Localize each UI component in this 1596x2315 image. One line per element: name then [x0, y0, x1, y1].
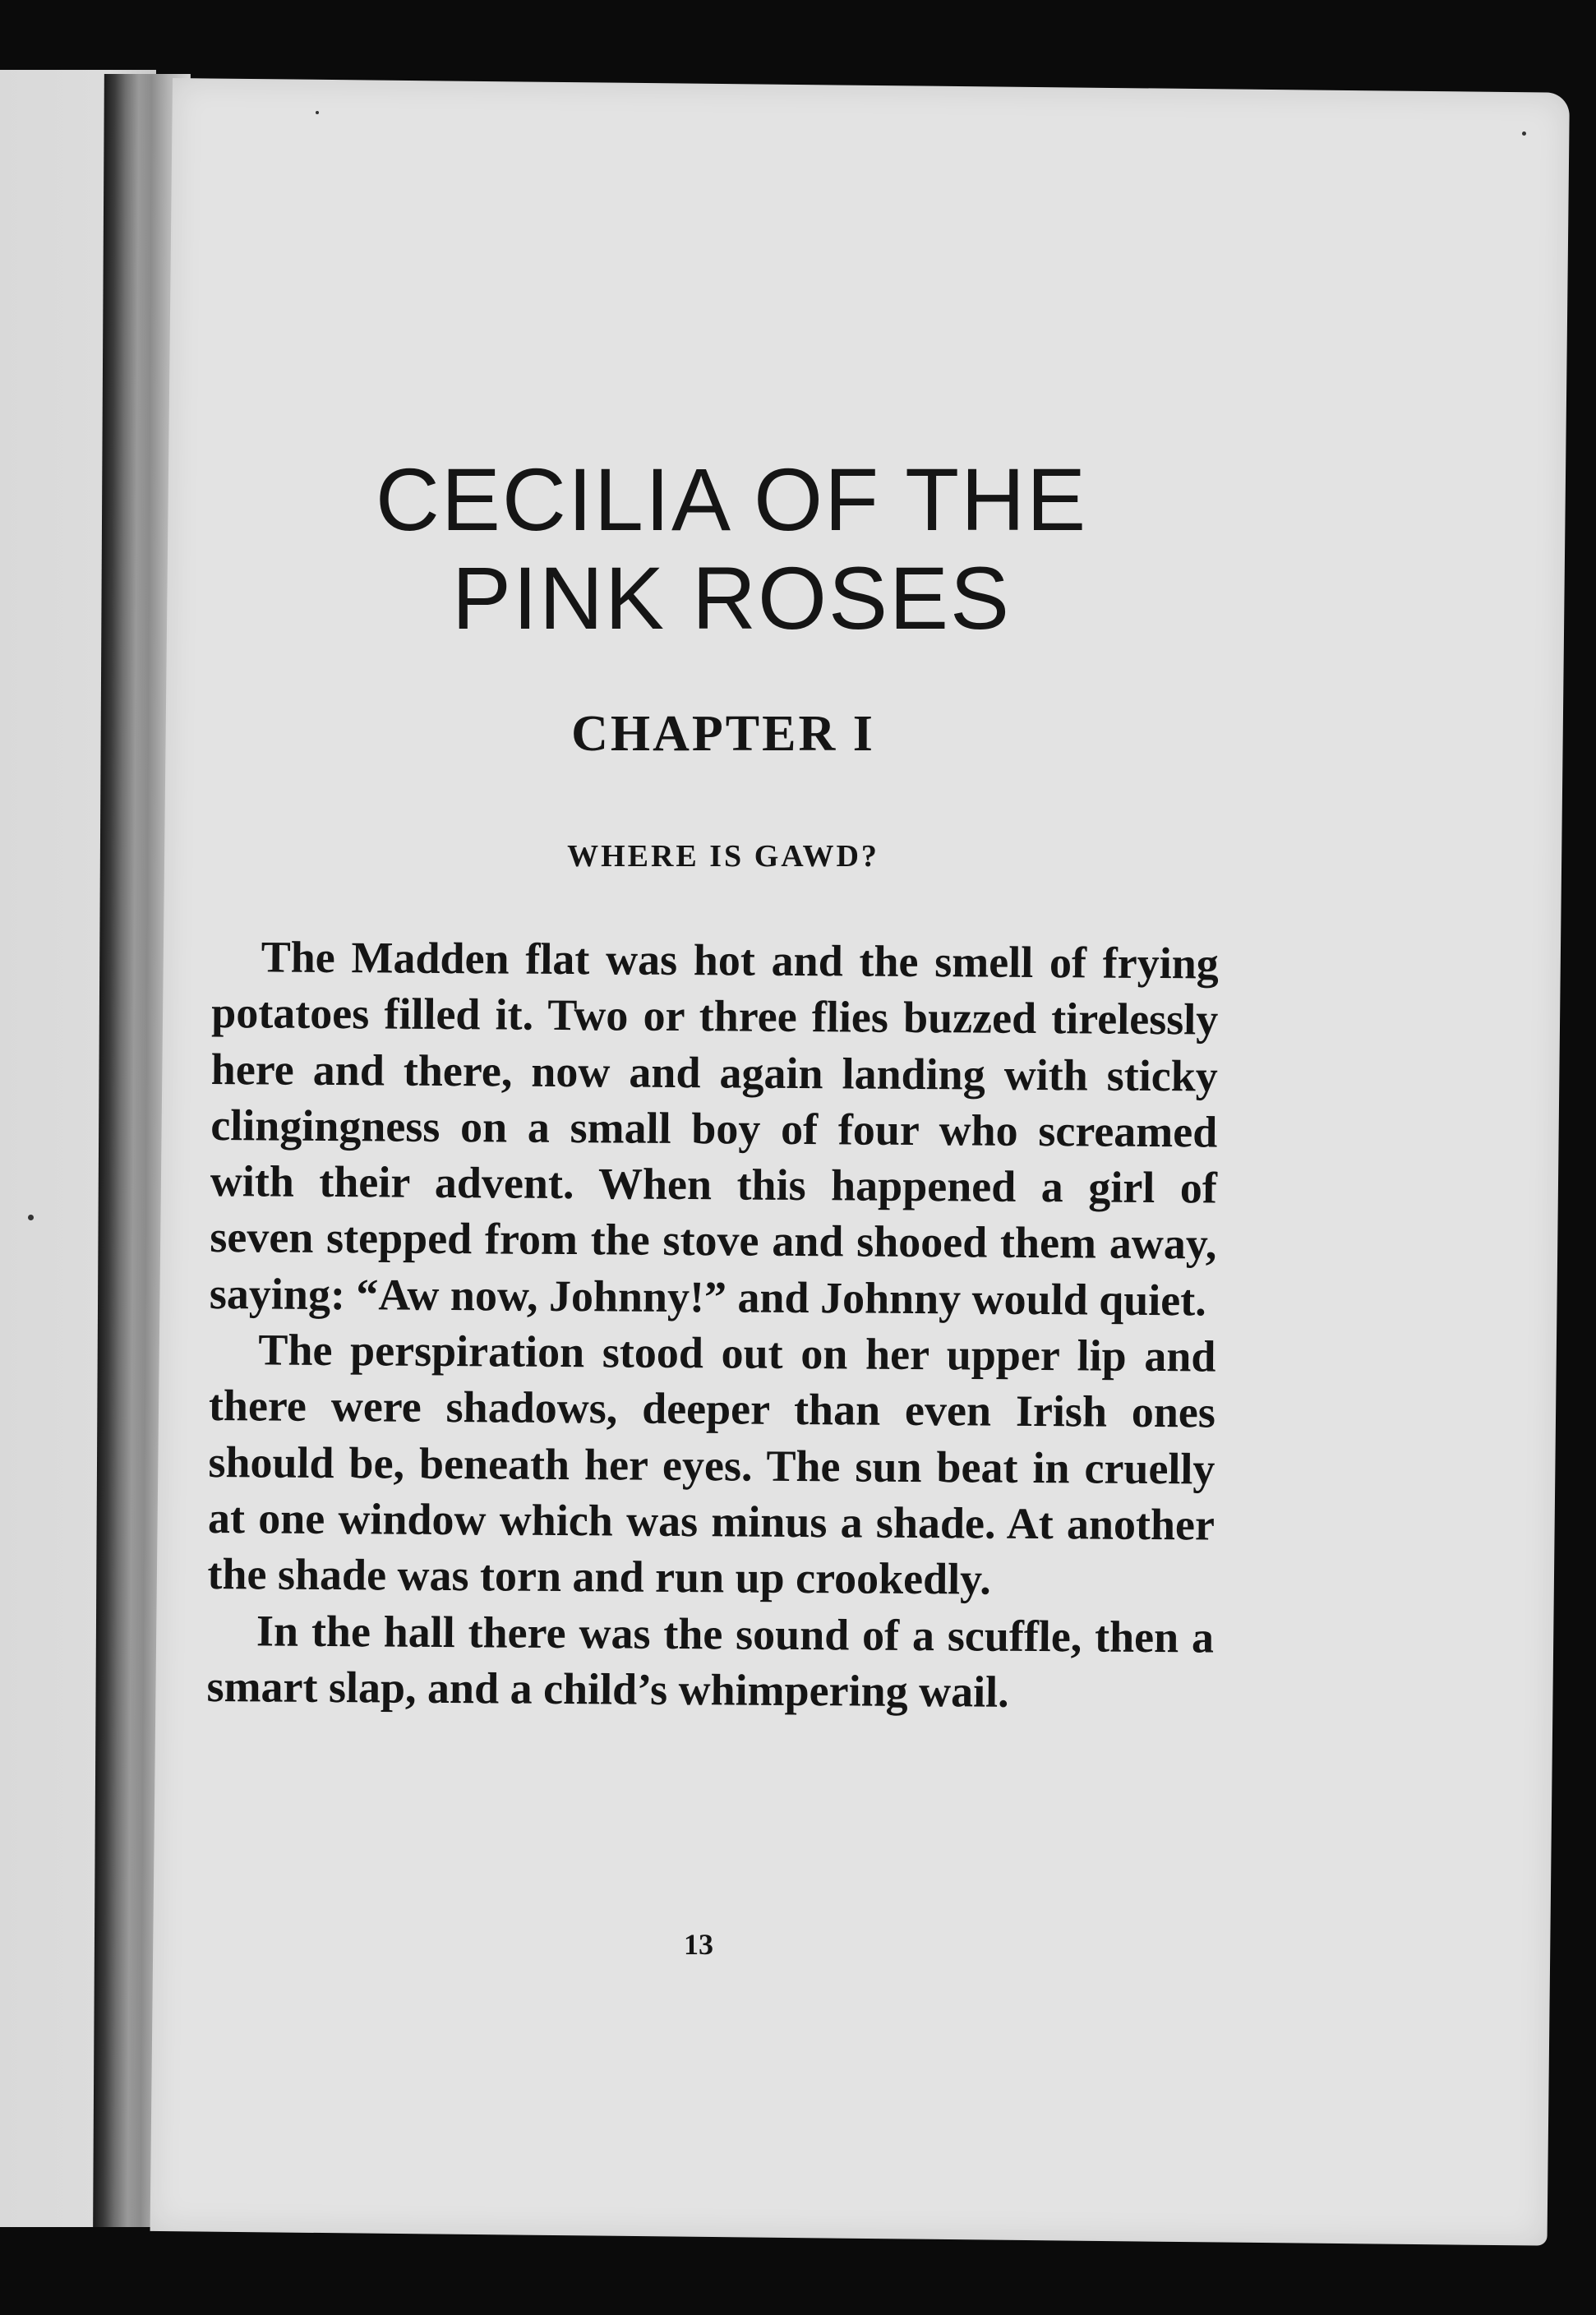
book-title	[312, 450, 1151, 648]
scan-speck	[316, 111, 319, 114]
chapter-heading: CHAPTER I	[571, 706, 875, 762]
book-title-line-1: CECILIA OF THE	[375, 450, 1088, 549]
scan-speck	[1522, 131, 1526, 136]
paragraph-3: In the hall there was the sound of a scuffle, then a smart slap, and a child’s whimpering wail.	[206, 1605, 1215, 1717]
page-number: 13	[684, 1928, 713, 1961]
chapter-body	[206, 929, 1219, 1722]
scan-speck	[28, 1215, 34, 1220]
paragraph-2: The perspiration stood out on her upper lip and there were shadows, deeper than even Irish ones should be, beneath her eyes. The sun beat in cruelly at one window which was minus a shade. At another the shade was torn and run up crookedly.	[207, 1325, 1216, 1604]
paragraph-1: The Madden flat was hot and the smell of frying potatoes filled it. Two or three flies buzzed tirelessly here and there, now and again landing with sticky clingingness on a small boy of four who screamed with their advent. When this happened a girl of seven stepped from the stove and shooed them away, saying: “Aw now, Johnny!” and Johnny would quiet.	[209, 932, 1219, 1326]
chapter-subtitle: WHERE IS GAWD?	[567, 839, 879, 874]
book-title-line-2: PINK ROSES	[451, 548, 1012, 648]
